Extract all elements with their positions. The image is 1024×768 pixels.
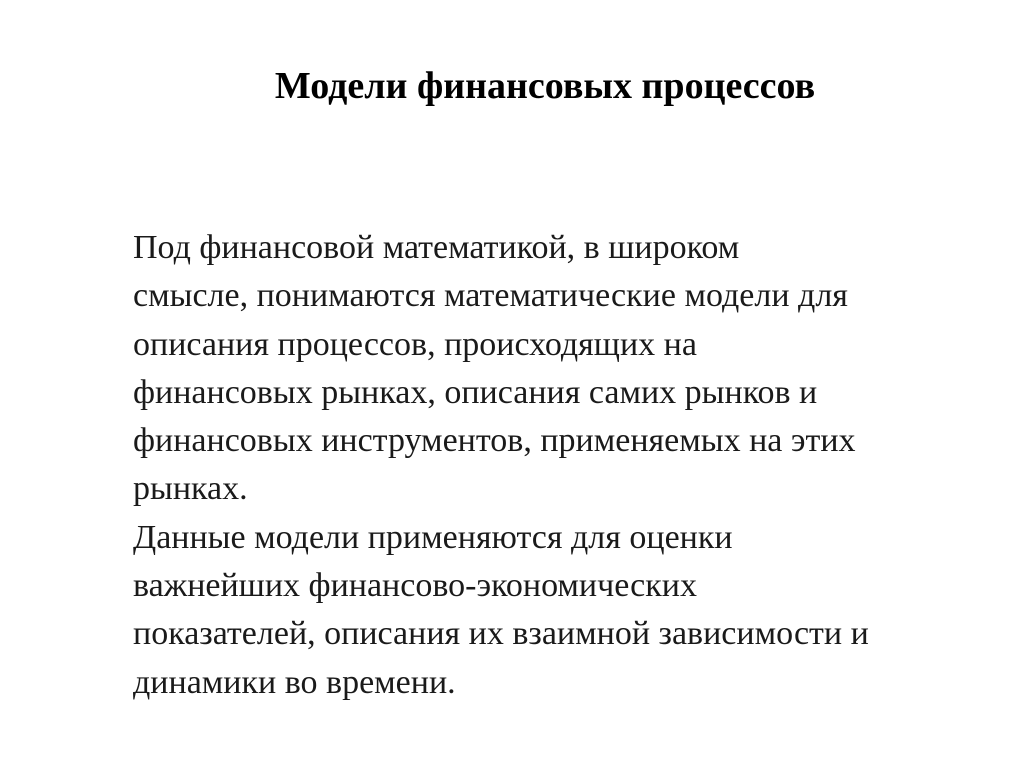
text-line: финансовых рынках, описания самих рынков и: [133, 373, 818, 411]
slide-title: Модели финансовых процессов: [274, 65, 816, 107]
text-line: описания процессов, происходящих на: [133, 325, 697, 363]
slide-body: [133, 224, 1003, 707]
paragraph-definition: [133, 224, 1003, 514]
text-line: Данные модели применяются для оценки: [133, 518, 733, 556]
text-line: показателей, описания их взаимной зависимости и: [133, 615, 869, 653]
text-line: финансовых инструментов, применяемых на этих: [133, 422, 856, 460]
text-line: рынках.: [133, 470, 248, 508]
text-line: динамики во времени.: [133, 663, 456, 701]
text-line: Под финансовой математикой, в широком: [133, 229, 740, 266]
text-line: смысле, понимаются математические модели для: [133, 277, 848, 315]
paragraph-application: [133, 514, 1003, 707]
text-line: важнейших финансово-экономических: [133, 567, 697, 605]
